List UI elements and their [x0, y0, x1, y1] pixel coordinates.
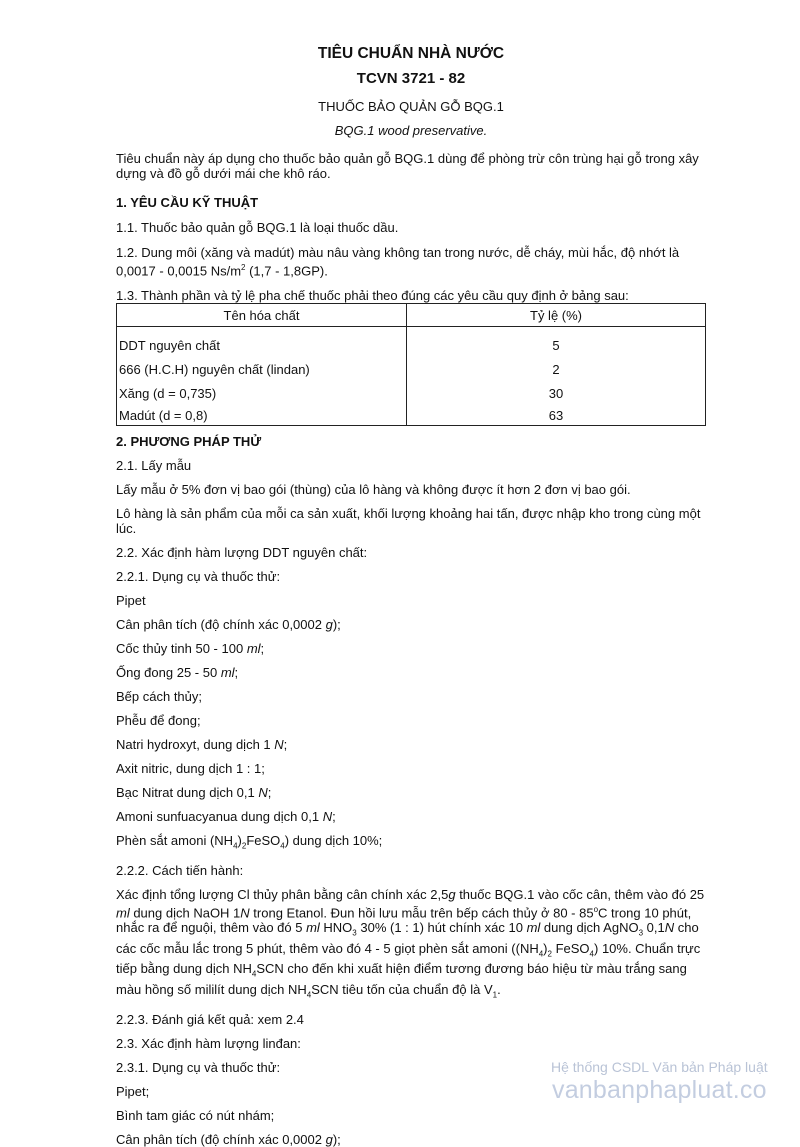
reagent-item: Bình tam giác có nút nhám; — [116, 1107, 275, 1123]
clause-1-1: 1.1. Thuốc bảo quản gỗ BQG.1 là loại thuốc dầu. — [116, 220, 399, 235]
reagent-text: Cân phân tích (độ chính xác 0,0002 — [116, 1131, 326, 1147]
document-subtitle: THUỐC BẢO QUẢN GỖ BQG.1 — [318, 99, 504, 114]
clause-2-2-3: 2.2.3. Đánh giá kết quả: xem 2.4 — [116, 1011, 304, 1027]
reagent-item: Bếp cách thủy; — [116, 689, 202, 705]
reagent-text: Ống đong 25 - 50 — [116, 665, 221, 681]
proc-sub: 3 — [352, 928, 357, 938]
reagent-item — [116, 785, 706, 800]
reagent-item — [116, 1132, 706, 1147]
reagent-text: Bạc Nitrat dung dịch 0,1 — [116, 785, 259, 801]
watermark-caption: Hệ thống CSDL Văn bản Pháp luật — [551, 1059, 768, 1075]
proc-sub: 4 — [306, 990, 312, 1000]
reagent-text-end: ); — [332, 1131, 341, 1147]
reagent-item: Axit nitric, dung dịch 1 : 1; — [116, 761, 265, 777]
composition-table — [116, 303, 706, 426]
proc-sub: 2 — [547, 949, 552, 959]
col-header-ratio: Tỷ lệ (%) — [407, 304, 706, 327]
chemical-name: 666 (H.C.H) nguyên chất (lindan) — [117, 357, 407, 381]
chemical-ratio: 63 — [407, 405, 706, 426]
section2-heading: 2. PHƯƠNG PHÁP THỬ — [116, 434, 262, 450]
reagent-text: Cốc thủy tinh 50 - 100 — [116, 641, 247, 657]
proc-unit: ml — [526, 920, 541, 936]
clause-1-2 — [116, 245, 706, 278]
reagent-item: Pipet; — [116, 1083, 150, 1099]
proc-text: 0,1 — [643, 920, 665, 936]
proc-text: SCN cho đến khi xuất hiện điểm tương đương báo hiệu từ màu trắng sang màu hồng số mililít dung dịch NH — [116, 961, 687, 998]
proc-text-end: . — [497, 982, 501, 998]
reagent-item: Pipet — [116, 593, 146, 609]
clause-2-1-lot: Lô hàng là sản phẩm của mỗi ca sản xuất, khối lượng khoảng hai tấn, được nhập kho trong cùng một lúc. — [116, 506, 701, 537]
reagent-item — [116, 641, 706, 656]
reagent-unit: g — [325, 1131, 333, 1147]
proc-unit: ml — [306, 920, 320, 936]
reagent-sub: 2 — [241, 841, 247, 851]
reagent-text-end: ; — [267, 785, 272, 801]
clause-1-2-text-end: (1,7 - 1,8GP). — [245, 263, 328, 279]
reagent-text-end: ) dung dịch 10%; — [284, 833, 383, 849]
table-row — [117, 327, 706, 358]
proc-unit: g — [448, 886, 456, 902]
col-header-chemical: Tên hóa chất — [117, 304, 407, 327]
table-row — [117, 405, 706, 426]
chemical-ratio: 30 — [407, 381, 706, 405]
proc-text: dung dịch NaOH 1 — [129, 905, 241, 921]
document-page — [116, 40, 706, 1147]
reagent-unit: N — [274, 737, 284, 753]
table-header-row — [117, 304, 706, 327]
proc-sub: 3 — [638, 928, 644, 938]
watermark-site: vanbanphapluat.co — [552, 1076, 767, 1104]
reagent-text: ) — [237, 833, 242, 849]
reagent-text-end: ; — [260, 641, 265, 657]
proc-text: dung dịch AgNO — [540, 920, 639, 936]
reagent-unit: N — [322, 809, 333, 825]
reagent-text-end: ; — [332, 809, 336, 825]
chemical-ratio: 2 — [407, 357, 706, 381]
proc-unit: N — [240, 905, 250, 921]
clause-1-2-text: 1.2. Dung môi (xăng và madút) màu nâu vàng không tan trong nước, dễ cháy, mùi hắc, độ nhớt là 0,0017 - 0,0015 Ns/m — [116, 245, 680, 279]
reagent-unit: ml — [220, 665, 235, 681]
proc-sup: o — [593, 904, 599, 914]
proc-text: FeSO — [551, 940, 590, 956]
clause-2-1: 2.1. Lấy mẫu — [116, 458, 192, 474]
english-title: BQG.1 wood preservative. — [334, 123, 488, 138]
reagent-text-end: ; — [234, 665, 239, 681]
document-title: TIÊU CHUẨN NHÀ NƯỚC — [317, 45, 505, 62]
proc-sub: 4 — [538, 949, 544, 959]
clause-1-2-sup: 2 — [241, 263, 246, 272]
table-row — [117, 381, 706, 405]
standard-code: TCVN 3721 - 82 — [356, 70, 466, 87]
reagent-item — [116, 833, 706, 854]
reagent-text: Natri hydroxyt, dung dịch 1 — [116, 737, 275, 753]
clause-1-3: 1.3. Thành phần và tỷ lệ pha chế thuốc phải theo đúng các yêu cầu quy định ở bảng sau: — [116, 288, 629, 304]
procedure-paragraph — [116, 887, 706, 1003]
clause-2-2-1: 2.2.1. Dụng cụ và thuốc thử: — [116, 569, 281, 585]
chemical-name: DDT nguyên chất — [117, 327, 407, 358]
proc-text: Xác định tổng lượng Cl thủy phân bằng cân chính xác 2,5 — [116, 886, 449, 902]
table-row — [117, 357, 706, 381]
reagent-text: Phèn sắt amoni (NH — [116, 833, 234, 849]
proc-text: HNO — [319, 920, 353, 936]
reagent-unit: g — [325, 617, 333, 633]
proc-text: trong Etanol. Đun hồi lưu mẫu trên bếp cách thủy ở 80 - 85 — [249, 905, 594, 921]
reagent-item: Phễu để đong; — [116, 713, 201, 729]
reagent-text: Cân phân tích (độ chính xác 0,0002 — [116, 617, 326, 633]
proc-text: SCN tiêu tốn của chuẩn độ là V — [311, 982, 493, 998]
proc-text: cho các cốc mẫu lắc trong 5 phút, thêm vào đó 4 - 5 giọt phèn sắt amoni ((NH — [116, 920, 699, 956]
proc-sub: 4 — [251, 970, 257, 980]
clause-2-1-sampling: Lấy mẫu ở 5% đơn vị bao gói (thùng) của lô hàng và không được ít hơn 2 đơn vị bao gói. — [116, 482, 631, 498]
reagent-item — [116, 617, 706, 632]
clause-2-3-1: 2.3.1. Dụng cụ và thuốc thử: — [116, 1059, 281, 1075]
reagent-item — [116, 809, 706, 824]
clause-2-2-2: 2.2.2. Cách tiến hành: — [116, 862, 244, 878]
reagent-unit: ml — [246, 641, 261, 657]
intro-paragraph: Tiêu chuẩn này áp dụng cho thuốc bảo quản gỗ BQG.1 dùng để phòng trừ côn trùng hại gỗ trong xây dựng và đồ gỗ dưới mái che khô ráo. — [116, 151, 699, 181]
reagent-sub: 4 — [280, 841, 285, 851]
clause-2-3: 2.3. Xác định hàm lượng linđan: — [116, 1035, 301, 1051]
chemical-ratio: 5 — [407, 327, 706, 358]
reagent-text-end: ; — [283, 737, 288, 753]
reagent-text: FeSO — [246, 833, 281, 849]
reagent-unit: N — [258, 785, 268, 801]
clause-2-2: 2.2. Xác định hàm lượng DDT nguyên chất: — [116, 545, 368, 561]
proc-sub: 4 — [589, 949, 594, 959]
proc-unit: N — [664, 920, 675, 936]
proc-unit: ml — [116, 905, 130, 921]
proc-text: 30% (1 : 1) hút chính xác 10 — [356, 920, 527, 936]
section1-heading: 1. YÊU CẦU KỸ THUẬT — [116, 195, 259, 210]
reagent-item — [116, 665, 706, 680]
chemical-name: Madút (d = 0,8) — [117, 405, 407, 426]
proc-text: thuốc BQG.1 vào cốc cân, thêm vào đó 25 — [455, 886, 705, 902]
chemical-name: Xăng (d = 0,735) — [117, 381, 407, 405]
proc-text: ) — [543, 940, 548, 956]
reagent-sub: 4 — [233, 841, 238, 851]
reagent-text-end: ); — [332, 617, 341, 633]
proc-sub: 1 — [492, 990, 498, 1000]
proc-text: C trong 10 phút, nhắc ra để nguội, thêm vào đó 5 — [116, 905, 692, 936]
reagent-text: Amoni sunfuacyanua dung dịch 0,1 — [116, 809, 323, 825]
reagent-item — [116, 737, 706, 752]
proc-text: ) 10%. Chuẩn trực tiếp bằng dung dịch NH — [116, 940, 701, 977]
